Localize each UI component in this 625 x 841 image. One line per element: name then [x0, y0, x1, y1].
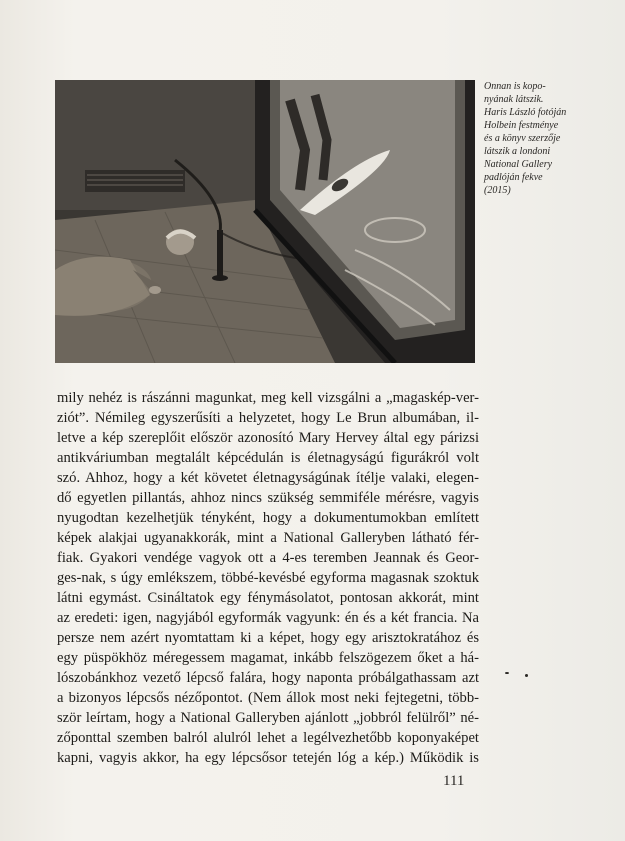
text-line: zőponttal szemben balról alulról lehet a legélvezhetőbb koponyaképet: [57, 730, 479, 746]
caption-line: látszik a londoni: [484, 146, 551, 157]
caption-line: nyának látszik.: [484, 94, 544, 105]
photograph: [55, 80, 475, 363]
text-line: szó. Ahhoz, hogy a két követet életnagyságúnak ítélje valaki, elegen-: [57, 470, 479, 486]
text-line: az eredeti: igen, nagyjából egyformák vagyunk: én és a két francia. Na: [57, 610, 479, 626]
paper-speck: [505, 672, 509, 674]
caption-line: padlóján fekve: [484, 172, 543, 183]
text-line: kapni, vagyis akkor, ha egy lépcsősor tetején lóg a kép.) Működik is: [57, 750, 479, 766]
text-line: képek alakjai ugyanakkorák, mint a National Galleryben látható fér-: [57, 530, 479, 546]
paper-speck: [525, 674, 528, 677]
caption-line: National Gallery: [484, 159, 553, 170]
text-line: letve a kép szereplőit először azonosító Mary Hervey által egy párizsi: [57, 430, 479, 446]
text-line: nyugodtan kezelhetjük tényként, hogy a dokumentumokban említett: [57, 510, 479, 526]
page-number: 111: [443, 773, 465, 789]
photo-illustration: [55, 80, 475, 363]
text-line: mily nehéz is rászánni magunkat, meg kell vizsgálni a „magaskép-ver-: [57, 390, 479, 406]
text-line: dő egyetlen pillantás, ahhoz nincs szükség semmiféle mérésre, vagyis: [57, 490, 479, 506]
text-line: ziót”. Némileg egyszerűsíti a helyzetet, hogy Le Brun albumában, il-: [57, 410, 479, 426]
caption-line: Holbein festménye: [484, 120, 559, 131]
caption-line: Haris László fotóján: [484, 107, 567, 118]
text-line: antikváriumban megtalált képcédulán is életnagyságú figurákról volt: [57, 450, 479, 466]
text-line: ges-nak, s úgy emlékszem, többé-kevésbé egyforma magasnak szoktuk: [57, 570, 479, 586]
photo-caption: [484, 80, 604, 197]
caption-line: (2015): [484, 185, 511, 196]
text-line: fiak. Gyakori vendége vagyok ott a 4-es teremben Jeannak és Geor-: [57, 550, 479, 566]
text-line: egy püspökhöz méregessem magamat, inkább felszögezem őket a há-: [57, 650, 479, 666]
body-paragraph: [57, 388, 479, 768]
text-line: a bizonyos lépcsős nézőpontot. (Nem állok most neki fejtegetni, több-: [57, 690, 479, 706]
caption-line: és a könyv szerzője: [484, 133, 561, 144]
text-line: lószobánkhoz vezető lépcső falára, hogy naponta próbálgathassam azt: [57, 670, 479, 686]
text-line: persze nem azért nyomtattam ki a képet, hogy egy arisztokratához és: [57, 630, 479, 646]
text-line: ször leírtam, hogy a National Galleryben ajánlott „jobbról felülről” né-: [57, 710, 479, 726]
text-line: látni egymást. Csináltatok egy fénymásolatot, pontosan akkorát, mint: [57, 590, 479, 606]
caption-line: Onnan is kopo-: [484, 81, 546, 92]
